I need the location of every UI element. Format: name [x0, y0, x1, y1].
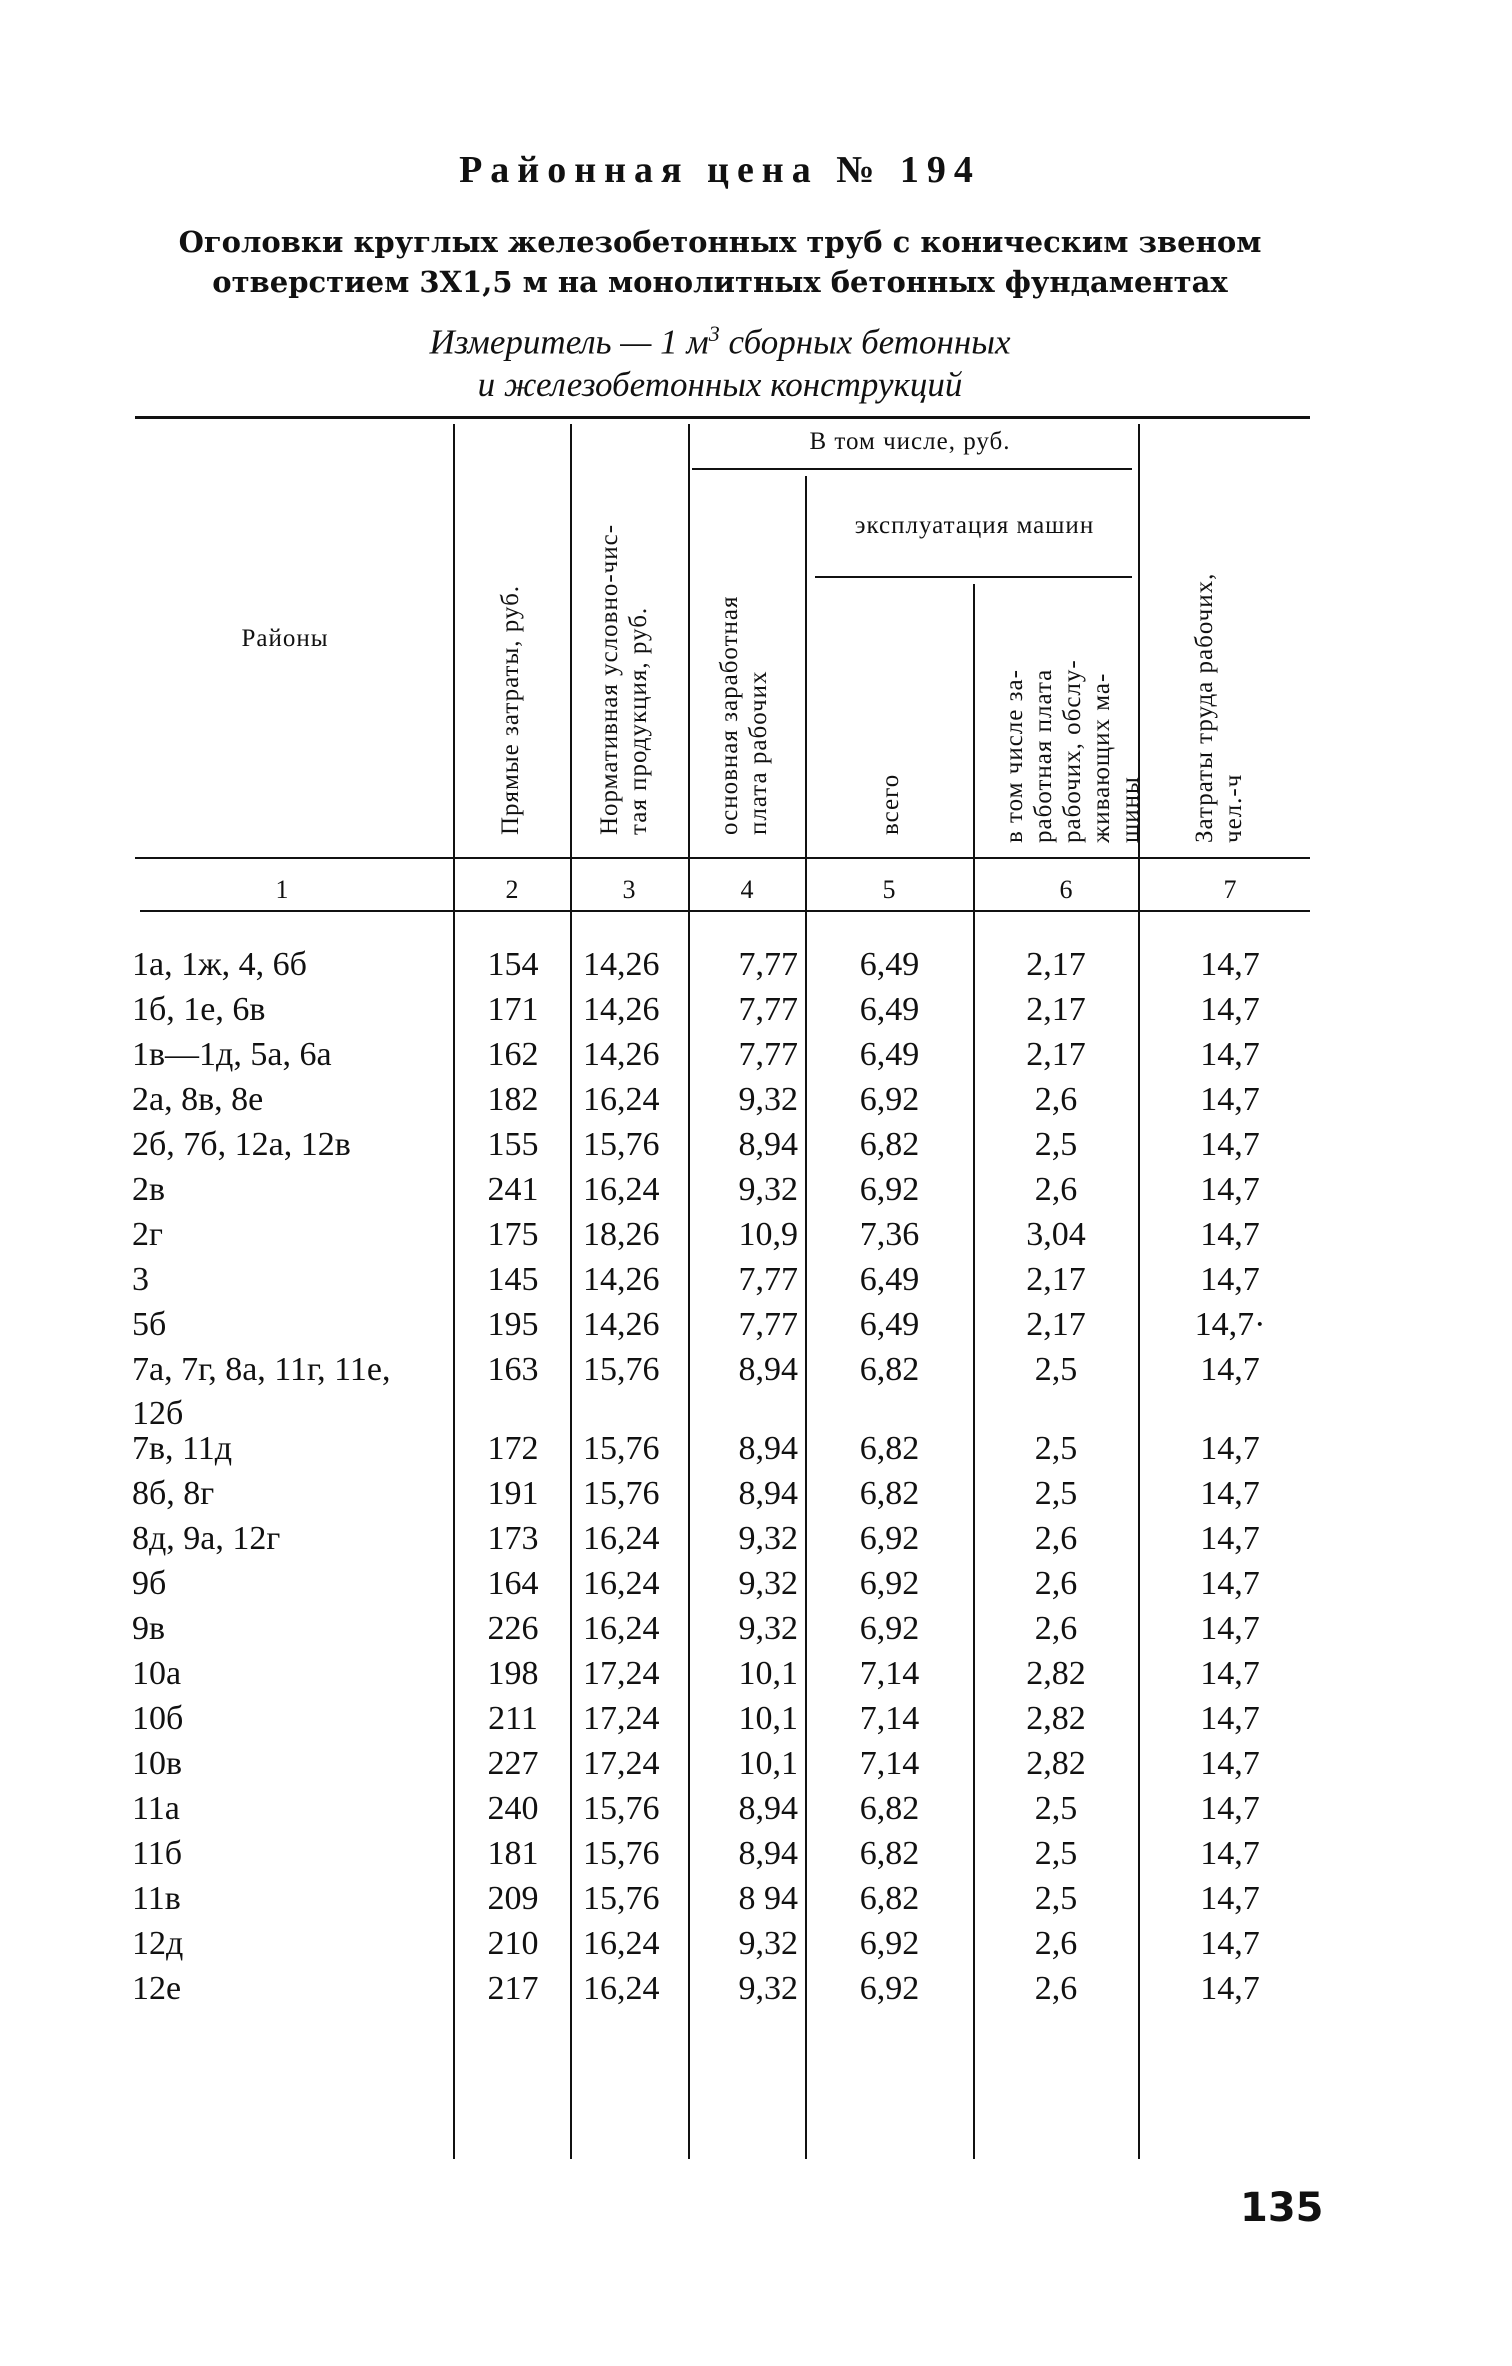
- value-cell-c2: 226: [487, 1610, 539, 1647]
- value-cell-c7: 14,7·: [1194, 1306, 1266, 1343]
- value-cell-c5: 6,82: [859, 1430, 920, 1467]
- value-cell-c5: 6,82: [859, 1126, 920, 1163]
- value-cell-c4: 9,32: [738, 1171, 798, 1208]
- value-cell-c3: 15,76: [583, 1475, 660, 1512]
- value-cell-c3: 16,24: [583, 1081, 660, 1118]
- value-cell-c3: 15,76: [583, 1880, 660, 1917]
- measure-line1-post: сборных бетонных: [719, 322, 1011, 362]
- value-cell-c5: 6,92: [859, 1520, 920, 1557]
- value-cell-c7: 14,7: [1200, 1036, 1260, 1073]
- value-cell-c5: 7,14: [859, 1745, 920, 1782]
- value-cell-c7: 14,7: [1200, 1790, 1260, 1827]
- value-cell-c4: 10,1: [738, 1655, 798, 1692]
- value-cell-c5: 6,49: [859, 991, 920, 1028]
- value-cell-c6: 2,17: [1026, 991, 1086, 1028]
- value-cell-c5: 6,92: [859, 1171, 920, 1208]
- value-cell-c6: 2,82: [1026, 1700, 1086, 1737]
- table-top-rule: [135, 416, 1310, 419]
- table-subtitle: Оголовки круглых железобетонных труб с коническим звеном отверстием 3Х1,5 м на монолитных бетонных фундаментах: [178, 225, 1262, 299]
- header-machine-wage-line5: шины: [1117, 776, 1144, 843]
- machines-underline: [815, 576, 1132, 578]
- column-divider: [688, 424, 690, 2159]
- value-cell-c4: 7,77: [738, 991, 798, 1028]
- value-cell-c5: 6,49: [859, 1306, 920, 1343]
- measure-line1-pre: Измеритель — 1 м: [429, 322, 709, 362]
- value-cell-c2: 217: [487, 1970, 539, 2007]
- value-cell-c3: 17,24: [583, 1655, 660, 1692]
- value-cell-c2: 163: [487, 1351, 539, 1388]
- value-cell-c5: 7,14: [859, 1700, 920, 1737]
- header-including: В том числе, руб.: [809, 428, 1011, 455]
- value-cell-c3: 14,26: [583, 1036, 660, 1073]
- header-base-wage-line2: плата рабочих: [745, 670, 772, 835]
- value-cell-c2: 172: [487, 1430, 539, 1467]
- header-normative-line2: тая продукция, руб.: [625, 606, 652, 835]
- region-cell: 1б, 1е, 6в: [132, 991, 266, 1028]
- value-cell-c7: 14,7: [1200, 1970, 1260, 2007]
- value-cell-c4: 8 94: [738, 1880, 798, 1917]
- value-cell-c4: 8,94: [738, 1790, 798, 1827]
- value-cell-c2: 198: [487, 1655, 539, 1692]
- value-cell-c6: 2,82: [1026, 1745, 1086, 1782]
- value-cell-c6: 2,17: [1026, 946, 1086, 983]
- region-cell: 10а: [132, 1655, 182, 1692]
- value-cell-c4: 7,77: [738, 1261, 798, 1298]
- header-machine-wage-line4: живающих ма-: [1088, 672, 1115, 843]
- value-cell-c4: 9,32: [738, 1925, 798, 1962]
- value-cell-c5: 6,82: [859, 1835, 920, 1872]
- value-cell-c2: 175: [487, 1216, 539, 1253]
- value-cell-c3: 18,26: [583, 1216, 660, 1253]
- header-machine-wage-line3: рабочих, обслу-: [1059, 659, 1086, 843]
- region-cell: 11б: [132, 1835, 183, 1872]
- value-cell-c3: 15,76: [583, 1351, 660, 1388]
- header-labor-line1: Затраты труда рабочих,: [1191, 572, 1218, 843]
- value-cell-c4: 9,32: [738, 1565, 798, 1602]
- column-number: 1: [275, 875, 289, 904]
- column-number: 7: [1223, 875, 1237, 904]
- value-cell-c2: 210: [487, 1925, 539, 1962]
- region-cell: 10в: [132, 1745, 183, 1782]
- value-cell-c4: 8,94: [738, 1351, 798, 1388]
- value-cell-c5: 6,92: [859, 1970, 920, 2007]
- value-cell-c6: 2,17: [1026, 1036, 1086, 1073]
- value-cell-c3: 15,76: [583, 1835, 660, 1872]
- region-cell: 9в: [132, 1610, 166, 1647]
- value-cell-c4: 10,1: [738, 1745, 798, 1782]
- value-cell-c4: 9,32: [738, 1081, 798, 1118]
- value-cell-c2: 191: [487, 1475, 539, 1512]
- value-cell-c2: 211: [488, 1700, 538, 1737]
- value-cell-c6: 2,5: [1034, 1790, 1078, 1827]
- value-cell-c6: 2,5: [1034, 1880, 1078, 1917]
- value-cell-c6: 2,6: [1034, 1610, 1078, 1647]
- value-cell-c2: 240: [487, 1790, 539, 1827]
- region-cell: 7а, 7г, 8а, 11г, 11е,: [132, 1351, 391, 1388]
- value-cell-c5: 6,49: [859, 946, 920, 983]
- value-cell-c4: 7,77: [738, 1306, 798, 1343]
- value-cell-c5: 6,92: [859, 1081, 920, 1118]
- value-cell-c6: 3,04: [1026, 1216, 1086, 1253]
- measure-superscript: 3: [708, 321, 720, 346]
- value-cell-c3: 15,76: [583, 1430, 660, 1467]
- region-cell: 1а, 1ж, 4, 6б: [132, 946, 307, 983]
- region-cell: 1в—1д, 5а, 6а: [132, 1036, 332, 1073]
- column-number: 2: [505, 875, 519, 904]
- header-direct-costs: Прямые затраты, руб.: [497, 584, 524, 835]
- value-cell-c3: 14,26: [583, 1261, 660, 1298]
- value-cell-c4: 8,94: [738, 1430, 798, 1467]
- value-cell-c7: 14,7: [1200, 1351, 1260, 1388]
- value-cell-c2: 173: [487, 1520, 539, 1557]
- region-cell-continued: 12б: [132, 1395, 184, 1432]
- value-cell-c5: 7,36: [859, 1216, 920, 1253]
- column-divider: [570, 424, 572, 2159]
- value-cell-c2: 154: [487, 946, 539, 983]
- value-cell-c3: 16,24: [583, 1970, 660, 2007]
- value-cell-c4: 8,94: [738, 1835, 798, 1872]
- value-cell-c5: 6,92: [859, 1610, 920, 1647]
- page-number: 135: [1240, 2185, 1324, 2231]
- page-title: Районная цена № 194: [459, 149, 981, 191]
- header-bottom-rule: [135, 857, 1310, 859]
- header-labor: [1190, 573, 1248, 843]
- header-normative-net: [595, 524, 653, 835]
- value-cell-c2: 209: [487, 1880, 539, 1917]
- column-number: 6: [1059, 875, 1073, 904]
- value-cell-c5: 6,92: [859, 1565, 920, 1602]
- header-base-wage-line1: основная заработная: [716, 595, 743, 835]
- value-cell-c7: 14,7: [1200, 1430, 1260, 1467]
- value-cell-c6: 2,82: [1026, 1655, 1086, 1692]
- value-cell-c7: 14,7: [1200, 1216, 1260, 1253]
- value-cell-c6: 2,17: [1026, 1306, 1086, 1343]
- value-cell-c3: 15,76: [583, 1790, 660, 1827]
- value-cell-c6: 2,5: [1034, 1835, 1078, 1872]
- value-cell-c5: 6,82: [859, 1351, 920, 1388]
- value-cell-c6: 2,6: [1034, 1081, 1078, 1118]
- value-cell-c5: 6,82: [859, 1475, 920, 1512]
- value-cell-c4: 8,94: [738, 1475, 798, 1512]
- value-cell-c2: 241: [487, 1171, 539, 1208]
- header-machine-wage-line2: работная плата: [1030, 668, 1057, 843]
- region-cell: 8б, 8г: [132, 1475, 215, 1512]
- value-cell-c3: 14,26: [583, 946, 660, 983]
- column-numbers-rule: [140, 910, 1310, 912]
- value-cell-c6: 2,5: [1034, 1475, 1078, 1512]
- value-cell-c6: 2,5: [1034, 1430, 1078, 1467]
- region-cell: 12д: [132, 1925, 184, 1962]
- value-cell-c3: 17,24: [583, 1700, 660, 1737]
- value-cell-c4: 9,32: [738, 1520, 798, 1557]
- measure-line2: и железобетонных конструкций: [477, 364, 963, 404]
- value-cell-c5: 6,92: [859, 1925, 920, 1962]
- value-cell-c6: 2,5: [1034, 1351, 1078, 1388]
- column-divider: [805, 476, 807, 2159]
- value-cell-c5: 6,49: [859, 1036, 920, 1073]
- value-cell-c4: 10,1: [738, 1700, 798, 1737]
- header-machines: эксплуатация машин: [854, 512, 1095, 539]
- value-cell-c7: 14,7: [1200, 1835, 1260, 1872]
- region-cell: 8д, 9а, 12г: [132, 1520, 281, 1557]
- value-cell-c7: 14,7: [1200, 1745, 1260, 1782]
- value-cell-c4: 9,32: [738, 1610, 798, 1647]
- region-cell: 11в: [132, 1880, 181, 1917]
- region-cell: 7в, 11д: [132, 1430, 233, 1467]
- value-cell-c7: 14,7: [1200, 1565, 1260, 1602]
- value-cell-c7: 14,7: [1200, 1171, 1260, 1208]
- column-number: 4: [740, 875, 754, 904]
- header-base-wage: [715, 596, 773, 835]
- value-cell-c3: 16,24: [583, 1565, 660, 1602]
- region-cell: 9б: [132, 1565, 167, 1602]
- value-cell-c4: 8,94: [738, 1126, 798, 1163]
- value-cell-c3: 14,26: [583, 1306, 660, 1343]
- region-cell: 2а, 8в, 8е: [132, 1081, 264, 1118]
- value-cell-c5: 6,82: [859, 1790, 920, 1827]
- value-cell-c3: 16,24: [583, 1925, 660, 1962]
- column-number: 5: [882, 875, 896, 904]
- value-cell-c6: 2,6: [1034, 1925, 1078, 1962]
- value-cell-c2: 195: [487, 1306, 539, 1343]
- value-cell-c5: 6,49: [859, 1261, 920, 1298]
- value-cell-c7: 14,7: [1200, 1610, 1260, 1647]
- value-cell-c3: 16,24: [583, 1520, 660, 1557]
- region-cell: 3: [132, 1261, 149, 1298]
- value-cell-c4: 10,9: [738, 1216, 798, 1253]
- value-cell-c7: 14,7: [1200, 946, 1260, 983]
- value-cell-c4: 7,77: [738, 946, 798, 983]
- value-cell-c7: 14,7: [1200, 1925, 1260, 1962]
- value-cell-c3: 16,24: [583, 1171, 660, 1208]
- value-cell-c2: 155: [487, 1126, 539, 1163]
- unit-of-measure: [300, 313, 1140, 406]
- value-cell-c3: 17,24: [583, 1745, 660, 1782]
- including-underline: [692, 468, 1132, 470]
- header-labor-line2: чел.-ч: [1220, 773, 1247, 843]
- value-cell-c2: 227: [487, 1745, 539, 1782]
- value-cell-c6: 2,5: [1034, 1126, 1078, 1163]
- region-cell: 2в: [132, 1171, 166, 1208]
- value-cell-c2: 171: [487, 991, 539, 1028]
- value-cell-c3: 16,24: [583, 1610, 660, 1647]
- header-regions: Районы: [241, 625, 329, 652]
- value-cell-c6: 2,6: [1034, 1171, 1078, 1208]
- value-cell-c7: 14,7: [1200, 1655, 1260, 1692]
- value-cell-c7: 14,7: [1200, 1520, 1260, 1557]
- region-cell: 2б, 7б, 12а, 12в: [132, 1126, 351, 1163]
- region-cell: 2г: [132, 1216, 163, 1253]
- region-cell: 11а: [132, 1790, 180, 1827]
- region-cell: 5б: [132, 1306, 167, 1343]
- value-cell-c6: 2,6: [1034, 1970, 1078, 2007]
- value-cell-c7: 14,7: [1200, 1126, 1260, 1163]
- region-cell: 10б: [132, 1700, 184, 1737]
- column-divider: [453, 424, 455, 2159]
- value-cell-c7: 14,7: [1200, 1880, 1260, 1917]
- header-machine-wage-line1: в том числе за-: [1001, 669, 1028, 843]
- value-cell-c4: 9,32: [738, 1970, 798, 2007]
- value-cell-c2: 164: [487, 1565, 539, 1602]
- value-cell-c5: 7,14: [859, 1655, 920, 1692]
- value-cell-c2: 145: [487, 1261, 539, 1298]
- value-cell-c7: 14,7: [1200, 1081, 1260, 1118]
- value-cell-c7: 14,7: [1200, 1261, 1260, 1298]
- value-cell-c2: 182: [487, 1081, 539, 1118]
- value-cell-c2: 181: [487, 1835, 539, 1872]
- value-cell-c6: 2,17: [1026, 1261, 1086, 1298]
- value-cell-c7: 14,7: [1200, 1700, 1260, 1737]
- value-cell-c5: 6,82: [859, 1880, 920, 1917]
- value-cell-c2: 162: [487, 1036, 539, 1073]
- value-cell-c7: 14,7: [1200, 1475, 1260, 1512]
- region-cell: 12е: [132, 1970, 182, 2007]
- header-machine-wage: [1000, 659, 1145, 843]
- column-number: 3: [622, 875, 636, 904]
- value-cell-c6: 2,6: [1034, 1565, 1078, 1602]
- value-cell-c3: 15,76: [583, 1126, 660, 1163]
- value-cell-c7: 14,7: [1200, 991, 1260, 1028]
- column-divider: [973, 584, 975, 2159]
- value-cell-c3: 14,26: [583, 991, 660, 1028]
- value-cell-c6: 2,6: [1034, 1520, 1078, 1557]
- value-cell-c4: 7,77: [738, 1036, 798, 1073]
- header-total: всего: [877, 773, 904, 835]
- header-normative-line1: Нормативная условно-чис-: [596, 523, 623, 835]
